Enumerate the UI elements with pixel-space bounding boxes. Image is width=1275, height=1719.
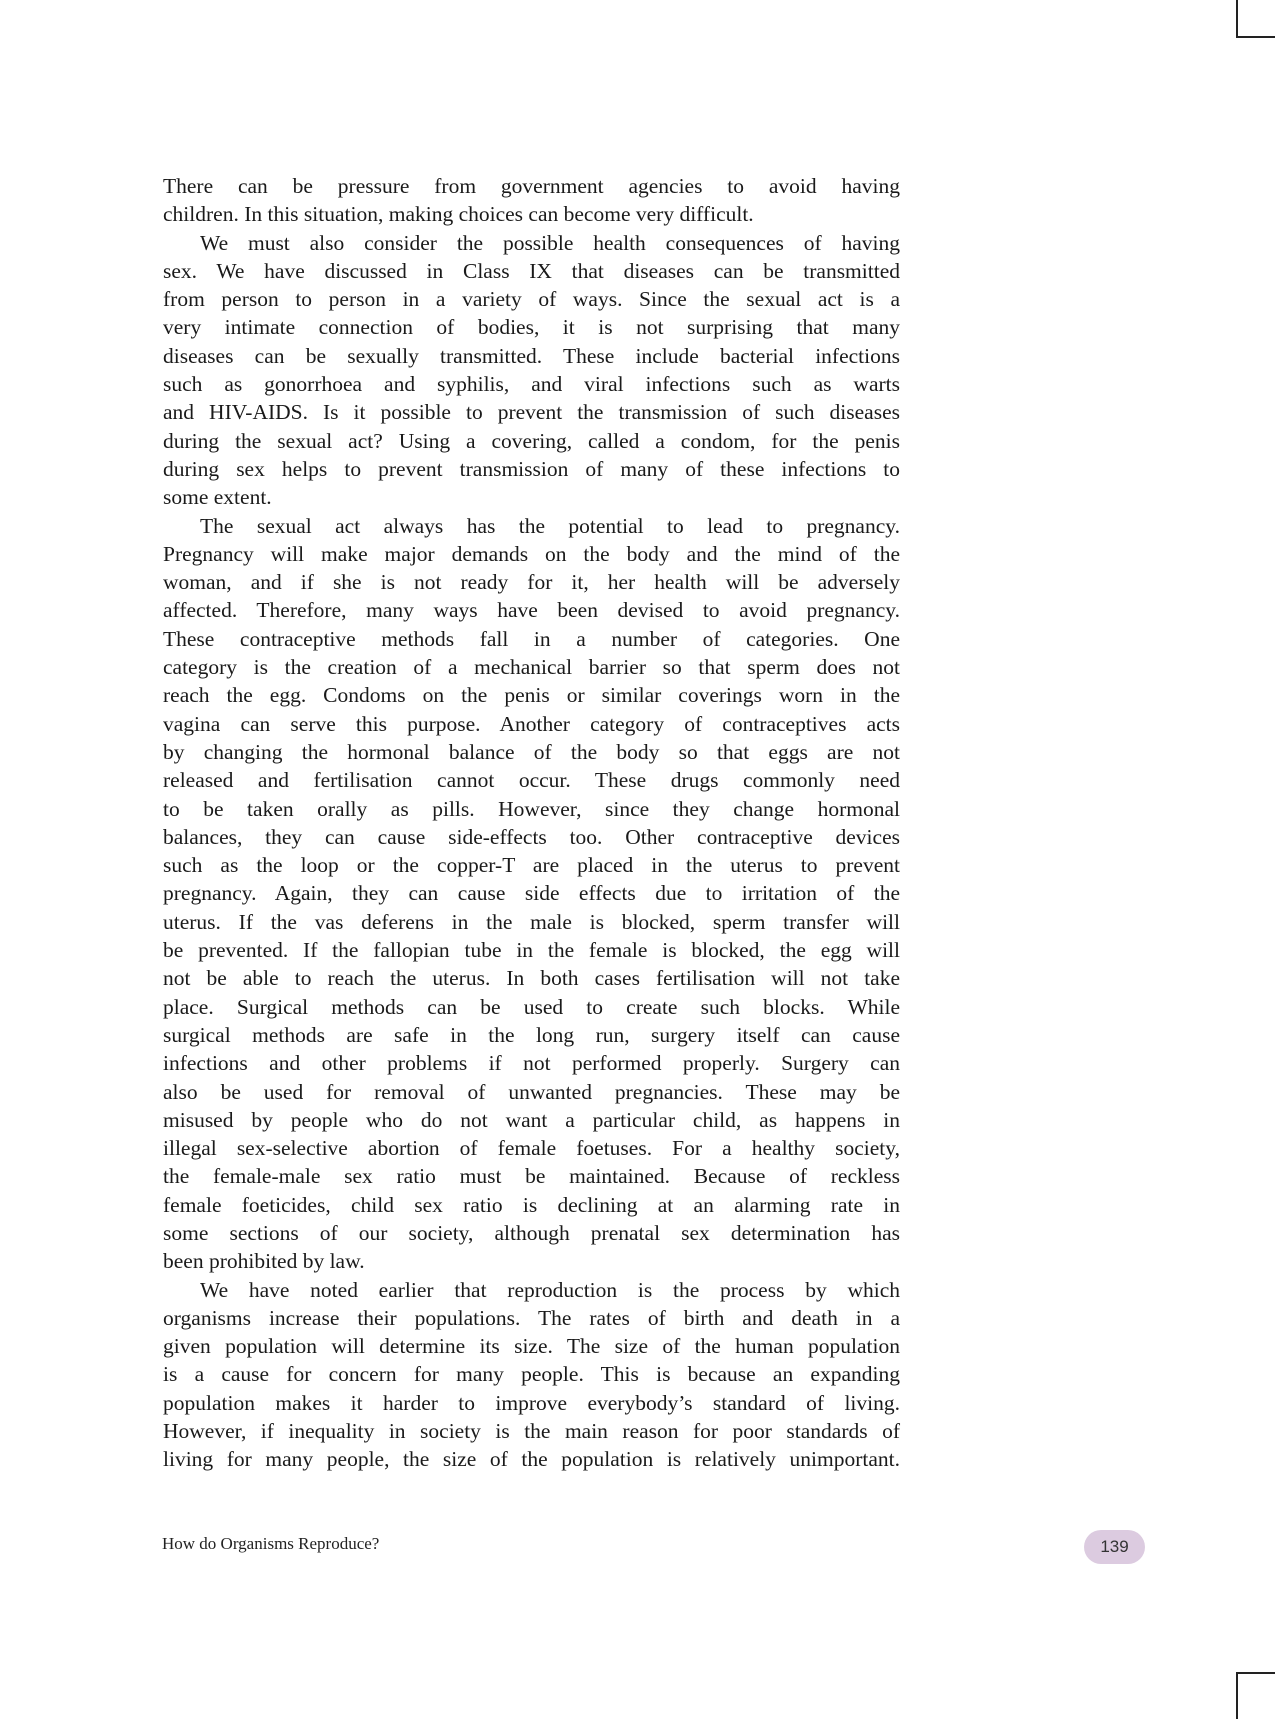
text-line: balances, they can cause side-effects too. Other contraceptive devices: [163, 824, 900, 849]
paragraph: [163, 1276, 900, 1474]
text-line: such as the loop or the copper-T are placed in the uterus to prevent: [163, 853, 900, 878]
text-line: some extent.: [163, 485, 272, 510]
text-line: the female-male sex ratio must be maintained. Because of reckless: [163, 1164, 900, 1189]
text-line: be prevented. If the fallopian tube in the female is blocked, the egg will: [163, 938, 900, 963]
text-line: such as gonorrhoea and syphilis, and viral infections such as warts: [163, 372, 900, 397]
text-line: Pregnancy will make major demands on the body and the mind of the: [163, 541, 900, 566]
text-line: There can be pressure from government agencies to avoid having: [163, 174, 900, 198]
footer-chapter-title: How do Organisms Reproduce?: [162, 1534, 380, 1553]
text-line: been prohibited by law.: [163, 1249, 365, 1274]
text-line: living for many people, the size of the population is relatively unimportant.: [163, 1447, 900, 1472]
text-line: diseases can be sexually transmitted. These include bacterial infections: [163, 343, 900, 368]
text-line: population makes it harder to improve everybody’s standard of living.: [163, 1390, 900, 1415]
text-line: given population will determine its size. The size of the human population: [163, 1334, 900, 1359]
text-line: place. Surgical methods can be used to create such blocks. While: [163, 994, 900, 1019]
paragraph: [163, 512, 900, 1276]
text-line: surgical methods are safe in the long run, surgery itself can cause: [163, 1022, 900, 1047]
paragraph: [163, 229, 900, 512]
text-line: not be able to reach the uterus. In both cases fertilisation will not take: [163, 966, 900, 991]
text-line: sex. We have discussed in Class IX that diseases can be transmitted: [163, 258, 900, 283]
text-line: affected. Therefore, many ways have been devised to avoid pregnancy.: [163, 598, 900, 623]
text-line: infections and other problems if not performed properly. Surgery can: [163, 1051, 900, 1076]
text-line: misused by people who do not want a particular child, as happens in: [163, 1107, 900, 1132]
text-line: is a cause for concern for many people. This is because an expanding: [163, 1362, 900, 1387]
text-line: organisms increase their populations. The rates of birth and death in a: [163, 1305, 900, 1330]
text-line: We have noted earlier that reproduction is the process by which: [200, 1277, 900, 1302]
text-line: during the sexual act? Using a covering, called a condom, for the penis: [163, 428, 900, 453]
text-line: We must also consider the possible health consequences of having: [200, 230, 900, 255]
page-number-badge: 139: [1084, 1530, 1145, 1564]
text-line: very intimate connection of bodies, it is not surprising that many: [163, 315, 900, 340]
text-line: by changing the hormonal balance of the body so that eggs are not: [163, 739, 900, 764]
paragraph: [163, 172, 900, 229]
text-line: The sexual act always has the potential to lead to pregnancy.: [200, 513, 900, 538]
text-line: some sections of our society, although prenatal sex determination has: [163, 1220, 900, 1245]
text-line: from person to person in a variety of ways. Since the sexual act is a: [163, 287, 900, 312]
crop-mark-bottom: [1236, 1672, 1275, 1719]
text-line: during sex helps to prevent transmission of many of these infections to: [163, 456, 900, 481]
text-line: woman, and if she is not ready for it, her health will be adversely: [163, 570, 900, 595]
text-line: to be taken orally as pills. However, since they change hormonal: [163, 796, 900, 821]
text-line: released and fertilisation cannot occur. These drugs commonly need: [163, 768, 900, 793]
text-line: category is the creation of a mechanical barrier so that sperm does not: [163, 655, 900, 680]
text-line: illegal sex-selective abortion of female foetuses. For a healthy society,: [163, 1136, 900, 1161]
text-line: uterus. If the vas deferens in the male is blocked, sperm transfer will: [163, 909, 900, 934]
text-line: reach the egg. Condoms on the penis or similar coverings worn in the: [163, 683, 900, 708]
text-line: pregnancy. Again, they can cause side effects due to irritation of the: [163, 881, 900, 906]
body-text: [163, 172, 900, 1474]
text-line: and HIV-AIDS. Is it possible to prevent the transmission of such diseases: [163, 400, 900, 425]
text-line: These contraceptive methods fall in a number of categories. One: [163, 626, 900, 651]
text-line: children. In this situation, making choices can become very difficult.: [163, 202, 754, 227]
text-line: female foeticides, child sex ratio is declining at an alarming rate in: [163, 1192, 900, 1217]
text-line: However, if inequality in society is the main reason for poor standards of: [163, 1419, 900, 1444]
text-line: vagina can serve this purpose. Another category of contraceptives acts: [163, 711, 900, 736]
crop-mark-top: [1236, 0, 1275, 38]
text-line: also be used for removal of unwanted pregnancies. These may be: [163, 1079, 900, 1104]
